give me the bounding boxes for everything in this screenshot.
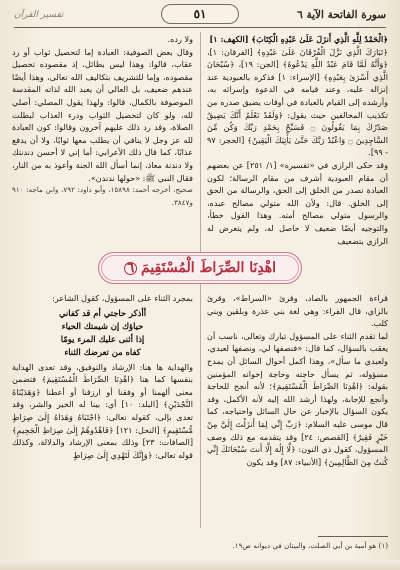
poem-line-2: حياؤك إن شيمتك الحياء	[61, 320, 144, 331]
right-paragraph-2: ﴿تَبَارَكَ الَّذِي نَزَّلَ الْفُرْقَانَ عَلَىٰ عَبْدِهِ﴾ [الفرقان: ١]، ﴿وَأَنَّهُ لَمَّا قَامَ عَبْدُ اللَّهِ يَدْعُوهُ﴾ [الجن: ١٩]، ﴿سُبْحَانَ الَّذِي أَسْرَىٰ بِعَبْدِهِ﴾ [الإسراء: ١] فذكره بالعبودية عند إنزاله عليه، وعند قيامه في الدعوة وإسرائه به، وأرشده إلى القيام بالعبادة في أوقات يضيق صدره من تكذيب المخالفين حيث يقول: ﴿وَلَقَدْ نَعْلَمُ أَنَّكَ يَضِيقُ صَدْرُكَ بِمَا يَقُولُونَ ۝ فَسَبِّحْ بِحَمْدِ رَبِّكَ وَكُن مِّنَ السَّاجِدِينَ ۝ وَاعْبُدْ رَبَّكَ حَتَّىٰ يَأْتِيَكَ الْيَقِينُ﴾ [الحجر: ٩٧ - ٩٩].	[207, 46, 388, 158]
right-paragraph-3: وقد حكى الرازي في «تفسيره» [١/ ٢٥١] عن بعضهم أن مقام العبودية أشرف من مقام الرسالة؛ لكون العبادة تصدر من الخلق إلى الحق، والرسالة من الحق إلى الخلق. قال: ولأن الله متولي مصالح عبده، والرسول متولي مصالح أمته. وهذا القول خطأ، والتوجيه أيضًا ضعيف لا حاصل له، ولم يتعرض له الرازي بتضعيف	[207, 159, 388, 246]
verse-number: ٦	[124, 262, 137, 275]
lower-right-column	[207, 292, 388, 468]
lower-right-paragraph-1: قراءة الجمهور بالصاد، وقرئ «السراط»، وقرئ بالزاي، قال الفراء: وهي لغة بني عذرة وبلقين وبني كلب.	[207, 293, 388, 329]
page-number: ٥١	[161, 4, 239, 24]
verse-text: اهْدِنَا الصِّرَاطَ الْمُسْتَقِيمَ	[141, 260, 276, 276]
poem-line-4: كفاه من تعرضك الثناء	[64, 346, 141, 357]
lower-right-paragraph-2: لما تقدم الثناء على المسؤول تبارك وتعالى، ناسب أن يعقب بالسؤال، كما قال: «فنصفها لي، ونصفها لعبدي، ولعبدي ما سأل»، وهذا أكمل أحوال السائل أن يمدح مسؤوله، ثم يسأل حاجته وحاجة إخوانه المؤمنين بقوله: ﴿اهْدِنَا الصِّرَاطَ الْمُسْتَقِيمَ﴾؛ لأنه أنجح للحاجة وأنجع للإجابة، ولهذا أرشد الله إليه لأنه الأكمل، وقد يكون السؤال بالإخبار عن حال السائل واحتياجه، كما قال موسى عليه السلام: ﴿رَبِّ إِنِّي لِمَا أَنزَلْتَ إِلَيَّ مِنْ خَيْرٍ فَقِيرٌ﴾ [القصص: ٢٤] وقد يتقدمه مع ذلك وصف المسؤول، كقول ذي النون: ﴿لَّا إِلَٰهَ إِلَّا أَنتَ سُبْحَانَكَ إِنِّي كُنتُ مِنَ الظَّالِمِينَ﴾ [الأنبياء: ٨٧] وقد يكون	[207, 330, 388, 467]
poem	[12, 307, 193, 359]
surah-title: سورة الفاتحة الآية ٦	[297, 9, 386, 21]
page-bottom-edge	[0, 560, 400, 570]
verse-banner	[98, 252, 302, 284]
right-paragraph-1: ﴿الْحَمْدُ لِلَّهِ الَّذِي أَنزَلَ عَلَىٰ عَبْدِهِ الْكِتَابَ﴾ [الكهف: ١]	[209, 34, 388, 44]
lower-left-intro: بمجرد الثناء على المسؤول، كقول الشاعر:	[52, 293, 193, 303]
footnote: (١) هو أمية بن أبي الصلت، والبيتان في ديوانه ص١٩.	[232, 541, 388, 550]
hadith-reference: صحيح، أخرجه أحمد: ١٥٨٩٨، وأبو داود: ٧٩٢، وابن ماجه: ٩١٠ و٣٨٤٧.	[12, 185, 194, 207]
footnote-rule	[318, 536, 388, 537]
poem-line-1: أأذكر حاجتي أم قد كفاني	[58, 307, 147, 318]
left-paragraph-2: وقال بعض الصوفية: العبادة إما لتحصيل ثواب أو رد عقاب، قالوا: وهذا ليس بطائل، إذ مقصوده تحصيل مقصوده، وإما للتشريف بتكاليف الله تعالى، وهذا أيضًا عندهم ضعيف، بل العالي أن يعبد الله لذاته المقدسة الموصوفة بالكمال، قالوا: ولهذا يقول المصلي: أصلي لله، ولو كان لتحصيل الثواب ودرء العذاب لبطلت الصلاة، وقد رد ذلك عليهم آخرون وقالوا: كون العبادة لله عز وجل لا ينافي أن يطلب معها ثوابًا، ولا أن يدفع عذابًا، كما قال ذلك الأعرابي: أما إني لا أحسن دندنتك ولا دندنة معاذ، إنما أسأل الله الجنة وأعوذ به من النار، فقال النبي ﷺ: «حولها ندندن».	[12, 46, 193, 183]
right-column	[207, 33, 388, 247]
left-paragraph-1: ولا رده.	[167, 34, 193, 44]
page-header	[14, 4, 386, 26]
left-column	[12, 33, 193, 209]
header-rule	[14, 27, 386, 28]
book-name: تفسير القرآن	[14, 10, 64, 20]
lower-left-column	[12, 292, 193, 461]
lower-left-body: والهداية ها هنا: الإرشاد والتوفيق، وقد تعدى الهداية بنفسها كما هنا ﴿اهْدِنَا الصِّرَاطَ الْمُسْتَقِيمَ﴾ فتضمن معنى ألهمنا أو وفقنا أو ارزقنا أو أعطنا ﴿وَهَدَيْنَاهُ النَّجْدَيْنِ﴾ [البلد: ١٠] أي: بينا له الخير والشر، وقد تعدى بإلى، كقوله تعالى: ﴿اجْتَبَاهُ وَهَدَاهُ إِلَىٰ صِرَاطٍ مُّسْتَقِيمٍ﴾ [النحل: ١٢١] ﴿فَاهْدُوهُمْ إِلَىٰ صِرَاطِ الْجَحِيمِ﴾ [الصافات: ٢٣] وذلك بمعنى الإرشاد والدلالة، وكذلك قوله تعالى: ﴿وَإِنَّكَ لَتَهْدِي إِلَىٰ صِرَاطٍ	[12, 361, 194, 460]
poem-line-3: إذا أثنى عليك المرء يومًا	[60, 333, 145, 344]
